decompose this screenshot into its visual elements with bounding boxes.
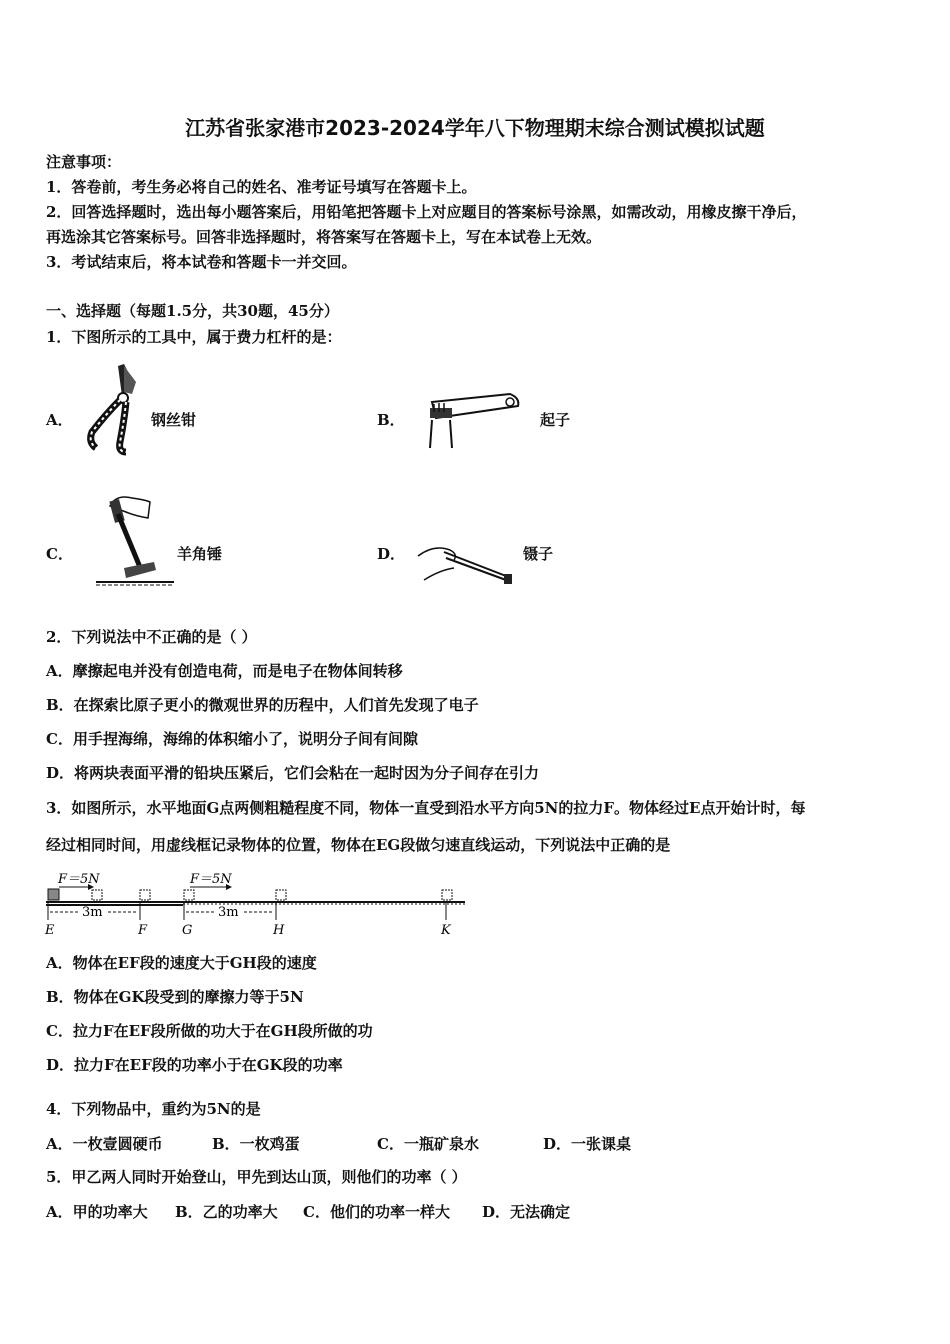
motion-diagram (40, 868, 470, 940)
q1-option-d-label: D． (377, 545, 406, 563)
notice-heading: 注意事项： (46, 153, 122, 171)
notice-item: 2．回答选择题时，选出每小题答案后，用铅笔把答题卡上对应题目的答案标号涂黑，如需改动，用橡皮擦干净后， (46, 203, 807, 221)
claw-hammer-icon (96, 490, 174, 588)
question-1-stem: 1．下图所示的工具中，属于费力杠杆的是： (46, 328, 342, 346)
q2-option: D．将两块表面平滑的铅块压紧后，它们会粘在一起时因为分子间存在引力 (46, 764, 540, 782)
bottle-opener-icon (420, 390, 524, 448)
q1-option-d-name: 镊子 (523, 545, 554, 563)
q4-option: D．一张课桌 (543, 1135, 632, 1153)
q4-option: C．一瓶矿泉水 (377, 1135, 479, 1153)
point-label: F (138, 923, 148, 938)
point-label: H (273, 923, 285, 938)
point-label: G (182, 923, 193, 938)
point-label: E (45, 923, 55, 938)
q5-option: B．乙的功率大 (175, 1203, 278, 1221)
q2-option: B．在探索比原子更小的微观世界的历程中，人们首先发现了电子 (46, 696, 479, 714)
q5-option: A．甲的功率大 (46, 1203, 148, 1221)
notice-item: 再选涂其它答案标号。回答非选择题时，将答案写在答题卡上，写在本试卷上无效。 (46, 228, 602, 246)
q1-option-b-name: 起子 (540, 411, 571, 429)
q2-option: C．用手捏海绵，海绵的体积缩小了，说明分子间有间隙 (46, 730, 418, 748)
question-3-stem: 经过相同时间，用虚线框记录物体的位置，物体在EG段做匀速直线运动，下列说法中正确的是 (46, 836, 671, 854)
q1-option-c-label: C． (46, 545, 73, 563)
question-4-stem: 4．下列物品中，重约为5N的是 (46, 1100, 261, 1118)
question-5-stem: 5．甲乙两人同时开始登山，甲先到达山顶，则他们的功率（ ） (46, 1168, 467, 1186)
q4-option: B．一枚鸡蛋 (212, 1135, 300, 1153)
notice-item: 1．答卷前，考生务必将自己的姓名、准考证号填写在答题卡上。 (46, 178, 477, 196)
force-label: F＝5N (58, 872, 100, 887)
q1-option-c-name: 羊角锤 (177, 545, 223, 563)
distance-label: 3m (82, 905, 103, 920)
q1-option-a-name: 钢丝钳 (151, 411, 197, 429)
pliers-icon (84, 362, 144, 454)
distance-label: 3m (218, 905, 239, 920)
q2-option: A．摩擦起电并没有创造电荷，而是电子在物体间转移 (46, 662, 403, 680)
tweezers-icon (414, 540, 518, 590)
notice-item: 3．考试结束后，将本试卷和答题卡一并交回。 (46, 253, 357, 271)
q3-option: A．物体在EF段的速度大于GH段的速度 (46, 954, 317, 972)
page-title: 江苏省张家港市2023-2024学年八下物理期末综合测试模拟试题 (185, 116, 765, 140)
q3-option: C．拉力F在EF段所做的功大于在GH段所做的功 (46, 1022, 373, 1040)
q5-option: C．他们的功率一样大 (303, 1203, 450, 1221)
point-label: K (441, 923, 451, 938)
q1-option-b-label: B． (377, 411, 405, 429)
q3-option: D．拉力F在EF段的功率小于在GK段的功率 (46, 1056, 343, 1074)
q5-option: D．无法确定 (482, 1203, 571, 1221)
q4-option: A．一枚壹圆硬币 (46, 1135, 163, 1153)
section-heading: 一、选择题（每题1.5分，共30题，45分） (46, 302, 339, 320)
q1-option-a-label: A． (46, 411, 73, 429)
question-3-stem: 3．如图所示，水平地面G点两侧粗糙程度不同，物体一直受到沿水平方向5N的拉力F。物体经过E点开始计时，每 (46, 799, 806, 817)
force-label: F＝5N (190, 872, 232, 887)
question-2-stem: 2．下列说法中不正确的是（ ） (46, 628, 257, 646)
q3-option: B．物体在GK段受到的摩擦力等于5N (46, 988, 304, 1006)
